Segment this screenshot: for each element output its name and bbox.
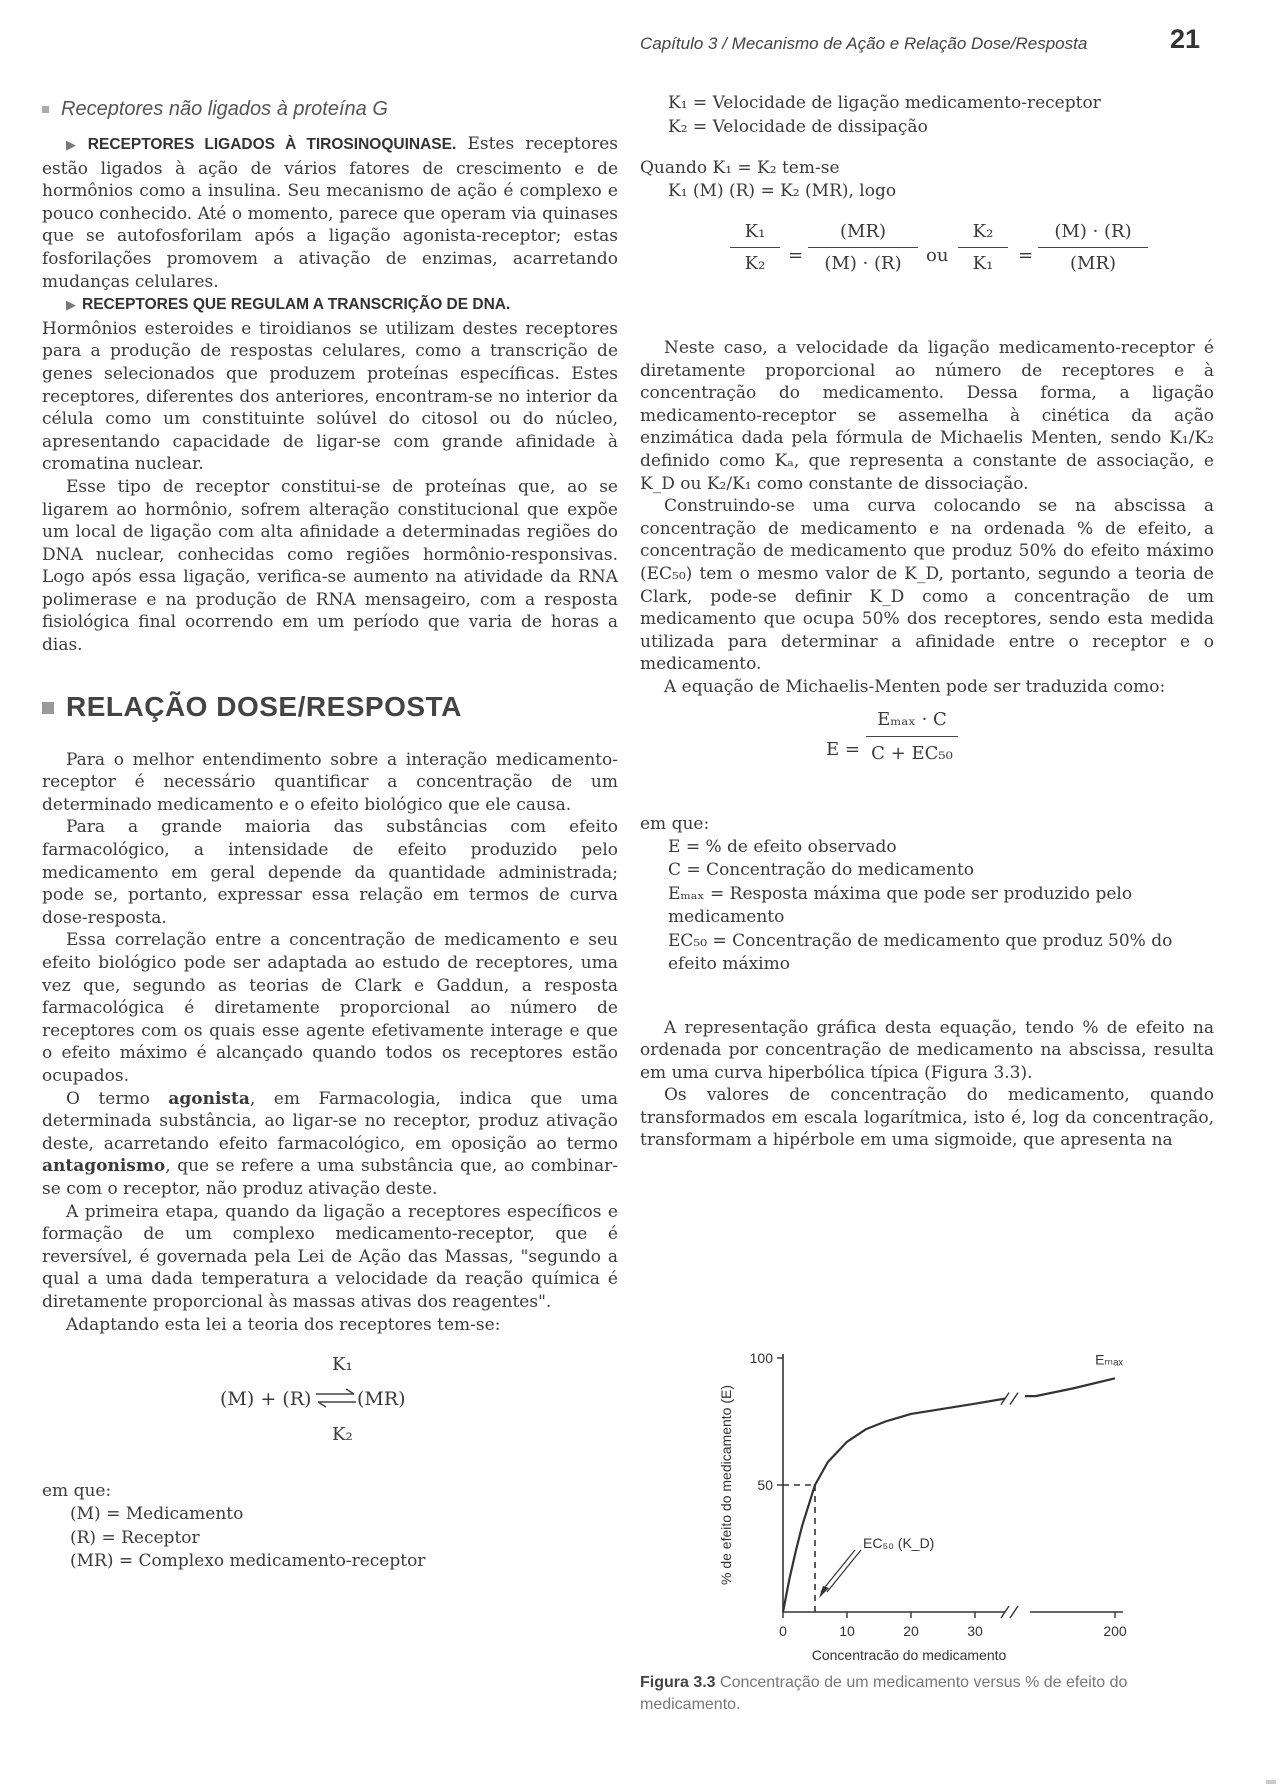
paragraph-tirosinoquinase: ▶ RECEPTORES LIGADOS À TIROSINOQUINASE. Estes receptores estão ligados à ação de vários fatores de crescimento e de hormônios como a insulina. Seu mecanismo de ação é complexo e pouco conhecido. Até o momento, parece que operam via quinases que se autofosforilam após a ligação agonista-receptor; estas fosforilações promovem a ativação de enzimas, acarretando mudanças celulares.	[42, 134, 619, 292]
equation-line: K₁ (M) (R) = K₂ (MR), logo	[668, 181, 897, 201]
paragraph: Neste caso, a velocidade da ligação medicamento-receptor é diretamente proporcional ao número de receptores e à concentração do medicamento. Dessa forma, a ligação medicamento-receptor se assemelha à cinética da ação enzimática dada pela fórmula de Michaelis Menten, sendo K₁/K₂ definido como Kₐ, que representa a constante de associação, e K_D ou K₂/K₁ como constante de dissociação.	[640, 338, 1214, 494]
page-header	[640, 20, 1200, 70]
x-tick-label: 0	[779, 1623, 787, 1639]
definition-item: Eₘₐₓ = Resposta máxima que pode ser produzido pelo medicamento	[668, 883, 1133, 927]
paragraph: Essa correlação entre a concentração de medicamento e seu efeito biológico pode ser adaptada ao estudo de receptores, uma vez que, segundo as teorias de Clark e Gaddun, a resposta farmacológica é diretamente proporcional ao número de receptores com os quais esse agente efetivamente interage e que o efeito máximo é alcançado quando todos os receptores estão ocupados.	[42, 930, 618, 1086]
fraction: (M) · (R) (MR)	[1038, 221, 1148, 274]
rate-definitions	[640, 92, 1214, 139]
equilibrium-arrows-icon	[314, 1386, 358, 1412]
page-edge-mark	[1266, 1780, 1276, 1784]
definition-item: (MR) = Complexo medicamento-receptor	[70, 1551, 426, 1572]
paragraph: A representação gráfica desta equação, tendo % de efeito na ordenada por concentração de medicamento na abscissa, resulta em uma curva hiperbólica típica (Figura 3.3).	[640, 1017, 1214, 1083]
definition-item: C = Concentração do medicamento	[668, 860, 975, 880]
y-tick-label: 50	[757, 1477, 773, 1493]
paragraph: Construindo-se uma curva colocando se na abscissa a concentração de medicamento e na ordenada % de efeito, a concentração de medicamento que produz 50% do efeito máximo (EC₅₀) tem o mesmo valor de K_D, portanto, segundo a teoria de Clark, pode-se definir K_D como a concentração de um medicamento que ocupa 50% dos receptores, sendo esta medida utilizada para determinar a afinidade entre o receptor e o medicamento.	[640, 496, 1214, 675]
figure-3-3-chart	[695, 1330, 1155, 1660]
label-em-que: em que:	[640, 813, 710, 834]
chapter-title: Capítulo 3 / Mecanismo de Ação e Relação Dose/Resposta	[640, 34, 1088, 53]
curve-break-mark	[1010, 1393, 1018, 1405]
left-column	[42, 92, 618, 1574]
reactants: (M) + (R)	[220, 1388, 312, 1411]
fraction: (MR) (M) · (R)	[808, 221, 918, 274]
fraction: Eₘₐₓ · C C + EC₅₀	[866, 709, 958, 764]
keyword: RECEPTORES QUE REGULAM A TRANSCRIÇÃO DE DNA.	[82, 296, 511, 314]
definition-item: (R) = Receptor	[70, 1527, 200, 1548]
definition-item: EC₅₀ = Concentração de medicamento que produz 50% do efeito máximo	[668, 930, 1173, 974]
emax-label: Eₘₐₓ	[1095, 1351, 1123, 1368]
product: (MR)	[357, 1388, 406, 1411]
dose-response-chart	[695, 1330, 1155, 1660]
x-axis-label: Concentração do medicamento	[811, 1647, 1007, 1660]
ratio-equations: K₁ K₂ = (MR) (M) · (R) ou K₂ K₁ = (M) · (R) (MR)	[640, 221, 1214, 301]
x-tick-label: 30	[967, 1623, 983, 1639]
subheading: Receptores não ligados à proteína G	[42, 98, 618, 121]
ec50-pointer	[827, 1550, 861, 1592]
bullet-square-icon	[42, 106, 49, 113]
y-axis-label: % de efeito do medicamento (E)	[718, 1385, 734, 1585]
series-line	[975, 1399, 1005, 1404]
axis-break-mark	[1010, 1606, 1018, 1618]
section-title: RELAÇÃO DOSE/RESPOSTA	[42, 691, 618, 723]
definition-list	[640, 836, 1214, 977]
rate-constant-k2: K₂	[332, 1424, 353, 1446]
paragraph: Esse tipo de receptor constitui-se de proteínas que, ao se ligarem ao hormônio, sofrem alteração constitucional que expõe um local de ligação com alta afinidade a determinadas regiões do DNA nuclear, conhecidas como regiões hormônio-responsivas. Logo após essa ligação, verifica-se aumento na atividade da RNA polimerase e na produção de RNA mensageiro, com a resposta fisiológica final ocorrendo em um período que varia de horas a dias.	[42, 476, 618, 656]
x-tick-label: 20	[903, 1623, 919, 1639]
paragraph-transcricao: Hormônios esteroides e tiroidianos se utilizam destes receptores para a produção de respostas celulares, como a transcrição de genes selecionados que produzem proteínas específicas. Estes receptores, diferentes dos anteriores, encontram-se no interior da célula como um constituinte solúvel do citosol ou do núcleo, apresentando capacidade de ligar-se com grande afinidade à cromatina nuclear.	[42, 318, 618, 475]
arrow-right-icon: ▶	[66, 138, 82, 153]
equation-intro: Quando K₁ = K₂ tem-se	[640, 158, 840, 178]
subheading-transcricao	[42, 293, 618, 318]
paragraph: Para o melhor entendimento sobre a interação medicamento-receptor é necessário quantificar a concentração de um determinado medicamento e o efeito biológico que ele causa.	[42, 749, 618, 815]
series-line	[1025, 1378, 1115, 1396]
bullet-square-icon	[42, 702, 54, 714]
paragraph: Adaptando esta lei a teoria dos receptores tem-se:	[66, 1314, 501, 1335]
page-number: 21	[1169, 24, 1200, 54]
reaction-equation	[42, 1350, 618, 1470]
caption-label: Figura 3.3	[640, 1674, 716, 1691]
right-column	[640, 92, 1214, 1152]
rate-constant-k1: K₁	[332, 1354, 353, 1376]
michaelis-menten-equation: E = Eₘₐₓ · C C + EC₅₀	[640, 709, 1214, 805]
paragraph: Os valores de concentração do medicamento, quando transformados em escala logarítmica, isto é, log da concentração, transformam a hipérbole em uma sigmoide, que apresenta na	[640, 1085, 1214, 1151]
paragraph-agonista: O termo agonista, em Farmacologia, indica que uma determinada substância, ao ligar-se no receptor, produz ativação deste, acarretando efeito farmacológico, em oposição ao termo antagonismo, que se refere a uma substância que, ao combinar-se com o receptor, não produz ativação deste.	[42, 1088, 618, 1199]
definition-item: E = % de efeito observado	[668, 836, 897, 857]
x-tick-label: 10	[839, 1623, 855, 1639]
arrow-right-icon: ▶	[66, 298, 76, 314]
paragraph: A equação de Michaelis-Menten pode ser traduzida como:	[664, 676, 1166, 697]
x-tick-label: 200	[1103, 1623, 1127, 1639]
definition-item: K₁ = Velocidade de ligação medicamento-receptor	[668, 93, 1101, 113]
definition-item: K₂ = Velocidade de dissipação	[668, 116, 928, 137]
definition-item: (M) = Medicamento	[70, 1504, 244, 1525]
fraction: K₁ K₂	[730, 221, 780, 274]
keyword: RECEPTORES LIGADOS À TIROSINOQUINASE.	[87, 136, 457, 153]
y-tick-label: 100	[749, 1350, 773, 1366]
definition-list	[42, 1503, 618, 1574]
fraction: K₂ K₁	[958, 221, 1008, 274]
ec50-pointer	[821, 1550, 855, 1592]
label-em-que: em que:	[42, 1481, 112, 1502]
series-line	[783, 1404, 975, 1612]
paragraph: Para a grande maioria das substâncias com efeito farmacológico, a intensidade de efeito produzido pelo medicamento em geral depende da quantidade administrada; pode se, portanto, expressar essa relação em termos de curva dose-resposta.	[42, 817, 618, 928]
paragraph: A primeira etapa, quando da ligação a receptores específicos e formação de um complexo medicamento-receptor, que é reversível, é governada pela Lei de Ação das Massas, "segundo a qual a uma dada temperatura a velocidade da reação química é diretamente proporcional às massas ativas dos reagentes".	[42, 1201, 618, 1312]
figure-caption: Figura 3.3 Concentração de um medicamento versus % de efeito do medicamento.	[640, 1674, 1128, 1713]
ec50-label: EC₅₀ (K_D)	[863, 1535, 935, 1551]
